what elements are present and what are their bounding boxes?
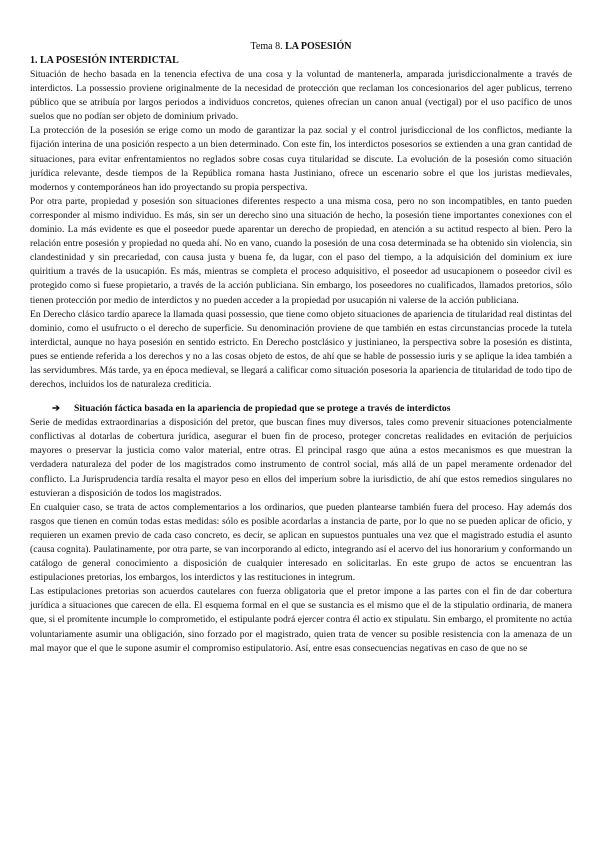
paragraph: Por otra parte, propiedad y posesión son situaciones diferentes respecto a una misma cosa, pero no son incompatibles, en tanto pueden corresponder al mismo individuo. Es más, sin ser un derecho sino una situación de hecho, la posesión tiene importantes conexiones con el dominio. La más evidente es que el poseedor puede aparentar un derecho de propiedad, en atención a su actitud respecto al bien. Pero la relación entre posesión y propiedad no queda ahí. No en vano, cuando la posesión de una cosa determinada se ha obtenido sin violencia, sin clandestinidad y sin precariedad, con causa justa y buena fe, da lugar, con el paso del tiempo, a la adquisición del dominium ex iure quiritium a través de la usucapión. Es más, mientras se completa el proceso adquisitivo, el poseedor ad usucapionem o poseedor civil es protegido como si fuese propietario, a través de la acción publiciana. Sin embargo, los poseedores no cualificados, llamados pretorios, sólo tienen protección por medio de interdictos y no pueden acceder a la propiedad por usucapión ni valerse de la acción publiciana. (30, 195, 572, 306)
document-title (30, 40, 572, 54)
paragraph: Situación de hecho basada en la tenencia efectiva de una cosa y la voluntad de mantenerla, amparada jurisdiccionalmente a través de interdictos. La possessio proviene originalmente de la necesidad de protección que reclaman los concesionarios del ager publicus, terreno público que se atribuía por largos periodos a individuos concretos, quienes ofrecían un canon anual (vectigal) por el uso pacífico de unos suelos que no podían ser objeto de dominium privado. (30, 69, 572, 123)
subsection-heading (52, 402, 572, 416)
topic-prefix: Tema 8. (250, 41, 283, 52)
paragraph: En cualquier caso, se trata de actos complementarios a los ordinarios, que pueden plantearse también fuera del proceso. Hay además dos rasgos que tienen en común todas estas medidas: sólo es posible acordarlas a instancia de parte, por lo que no se pueden aplicar de oficio, y requieren un examen previo de cada caso concreto, es decir, se aplican en supuestos puntuales una vez que el magistrado estudia el asunto (causa cognita). Paulatinamente, por otra parte, se van incorporando al edicto, integrando así el acervo del ius honorarium y conformando un catálogo de general conocimiento a disposición de cualquier interesado en solicitarlas. En este grupo de actos se encuentran las estipulaciones pretorias, los embargos, los interdictos y las restituciones in integrum. (30, 501, 572, 584)
section-heading: 1. LA POSESIÓN INTERDICTAL (30, 55, 179, 66)
arrow-right-icon: ➔ (52, 403, 61, 415)
document-page (30, 40, 572, 656)
subsection-heading-text: Situación fáctica basada en la apariencia de propiedad que se protege a través de interdictos (74, 403, 451, 415)
topic-title: LA POSESIÓN (285, 41, 352, 52)
paragraph: Las estipulaciones pretorias son acuerdos cautelares con fuerza obligatoria que el pretor impone a las partes con el fin de dar cobertura jurídica a situaciones que carecen de ella. El esquema formal en el que se sustancia es el mismo que el de la stipulatio ordinaria, de manera que, si el promitente incumple lo comprometido, el estipulante podrá ejercer contra él actio ex stipulatu. Sin embargo, el promitente no actúa voluntariamente asumir una obligación, sino forzado por el magistrado, quien trata de vencer su posible resistencia con la amenaza de un mal mayor que el que le supone asumir el compromiso estipulatorio. Así, entre esas consecuencias negativas en caso de que no se (30, 586, 572, 654)
paragraph: Serie de medidas extraordinarias a disposición del pretor, que buscan fines muy diversos, tales como prevenir situaciones potencialmente conflictivas al dotarlas de cobertura jurídica, asegurar el buen fin de proceso, proteger concretas realidades en evitación de perjuicios mayores o preservar la justicia como valor material, entre otras. El principal rasgo que aúna a estos mecanismos es que muestran la verdadera naturaleza del poder de los magistrados como instrumento de control social, más allá de un papel meramente ordenador del conflicto. La Jurisprudencia tardía resalta el mayor peso en ellos del imperium sobre la iurisdictio, de ahí que estos remedios singulares no estuvieran a disposición de todos los magistrados. (30, 417, 572, 499)
paragraph: En Derecho clásico tardío aparece la llamada quasi possessio, que tiene como objeto situaciones de apariencia de titularidad real distintas del dominio, como el usufructo o el derecho de superficie. Su denominación proviene de que también en estas circunstancias procede la tutela interdictal, aunque no haya posesión en sentido estricto. En Derecho postclásico y justinianeo, la perspectiva sobre la posesión es distinta, pues se entiende referida a los derechos y no a las cosas objeto de estos, de ahí que se hable de possessio iuris y se aplique la idea también a las servidumbres. Más tarde, ya en época medieval, se llegará a calificar como situación posesoria la apariencia de titularidad de todo tipo de derechos, incluidos los de naturaleza crediticia. (30, 308, 572, 391)
paragraph: La protección de la posesión se erige como un modo de garantizar la paz social y el control jurisdiccional de los conflictos, mediante la fijación interina de una posición respecto a un bien determinado. Con este fin, los interdictos posesorios se extienden a una gran cantidad de situaciones, para evitar enfrentamientos no reglados sobre cosas cuya titularidad se discute. La evolución de la posesión como situación jurídica relevante, desde tiempos de la República romana hasta Justiniano, ofrece un escenario sobre el que los juristas medievales, modernos y contemporáneos han ido proyectando su propia perspectiva. (30, 125, 572, 193)
